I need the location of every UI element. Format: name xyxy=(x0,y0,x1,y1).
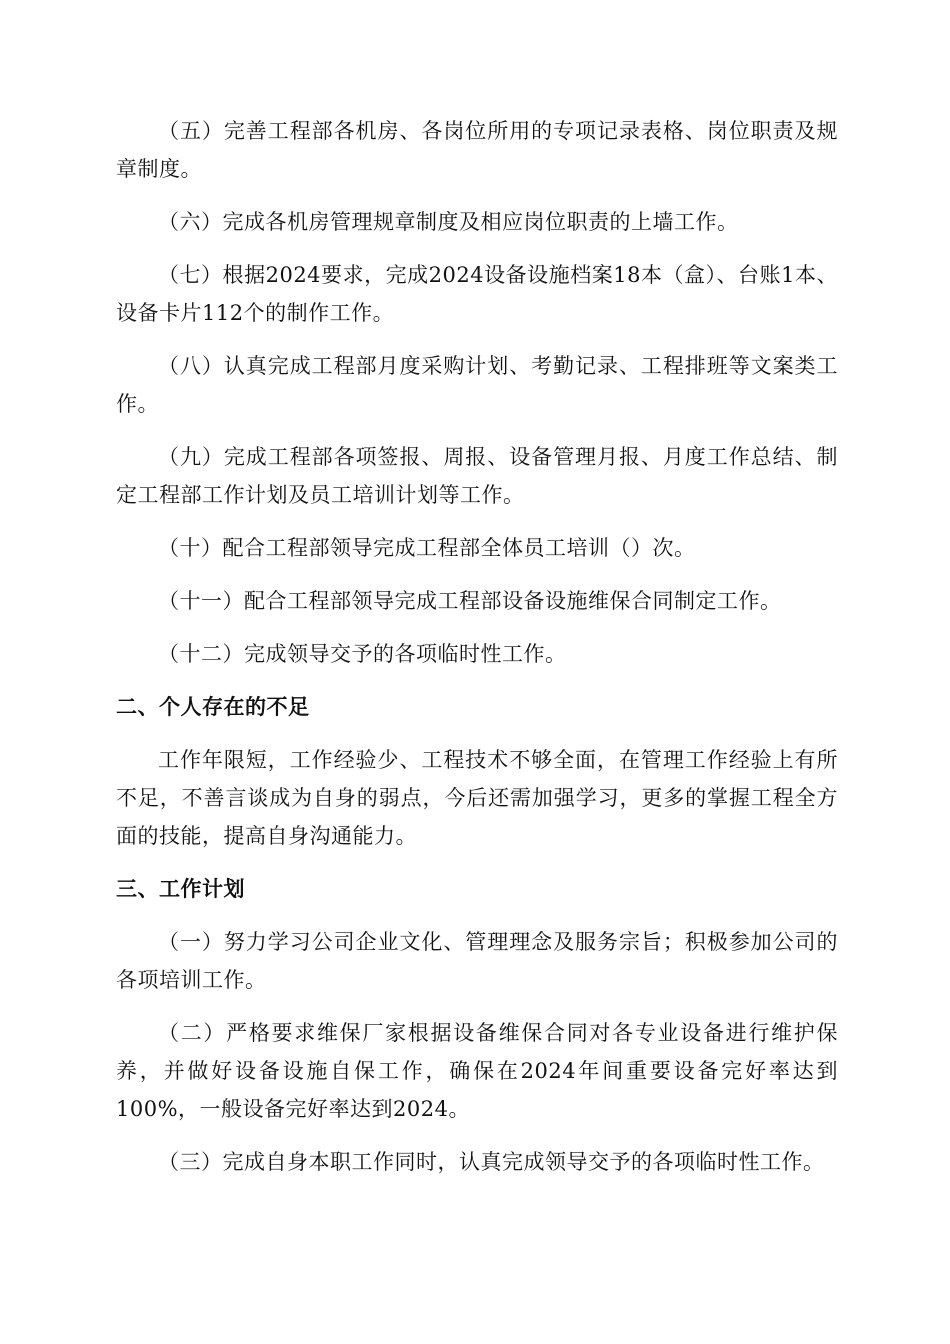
section-two-body: 工作年限短，工作经验少、工程技术不够全面，在管理工作经验上有所不足，不善言谈成为自身的弱点，今后还需加强学习，更多的掌握工程全方面的技能，提高自身沟通能力。 xyxy=(116,748,838,848)
paragraph-item-6: （六）完成各机房管理规章制度及相应岗位职责的上墙工作。 xyxy=(158,210,739,234)
paragraph-item-10: （十）配合工程部领导完成工程部全体员工培训（）次。 xyxy=(158,536,696,560)
paragraph-item-5: （五）完善工程部各机房、各岗位所用的专项记录表格、岗位职责及规章制度。 xyxy=(116,119,838,181)
paragraph-item-11: （十一）配合工程部领导完成工程部设备设施维保合同制定工作。 xyxy=(158,589,782,613)
plan-item-1: （一）努力学习公司企业文化、管理理念及服务宗旨；积极参加公司的各项培训工作。 xyxy=(116,930,838,992)
plan-item-3: （三）完成自身本职工作同时，认真完成领导交予的各项临时性工作。 xyxy=(158,1150,825,1174)
paragraph-item-8: （八）认真完成工程部月度采购计划、考勤记录、工程排班等文案类工作。 xyxy=(116,354,838,416)
section-three-heading: 三、工作计划 xyxy=(116,877,245,901)
document-page xyxy=(116,112,838,1196)
paragraph-item-12: （十二）完成领导交予的各项临时性工作。 xyxy=(158,642,567,666)
paragraph-item-7: （七）根据2024要求，完成2024设备设施档案18本（盒）、台账1本、设备卡片112个的制作工作。 xyxy=(116,263,838,325)
paragraph-item-9: （九）完成工程部各项签报、周报、设备管理月报、月度工作总结、制定工程部工作计划及员工培训计划等工作。 xyxy=(116,445,838,507)
plan-item-2: （二）严格要求维保厂家根据设备维保合同对各专业设备进行维护保养，并做好设备设施自保工作，确保在2024年间重要设备完好率达到100%，一般设备完好率达到2024。 xyxy=(116,1021,838,1121)
section-two-heading: 二、个人存在的不足 xyxy=(116,695,310,719)
